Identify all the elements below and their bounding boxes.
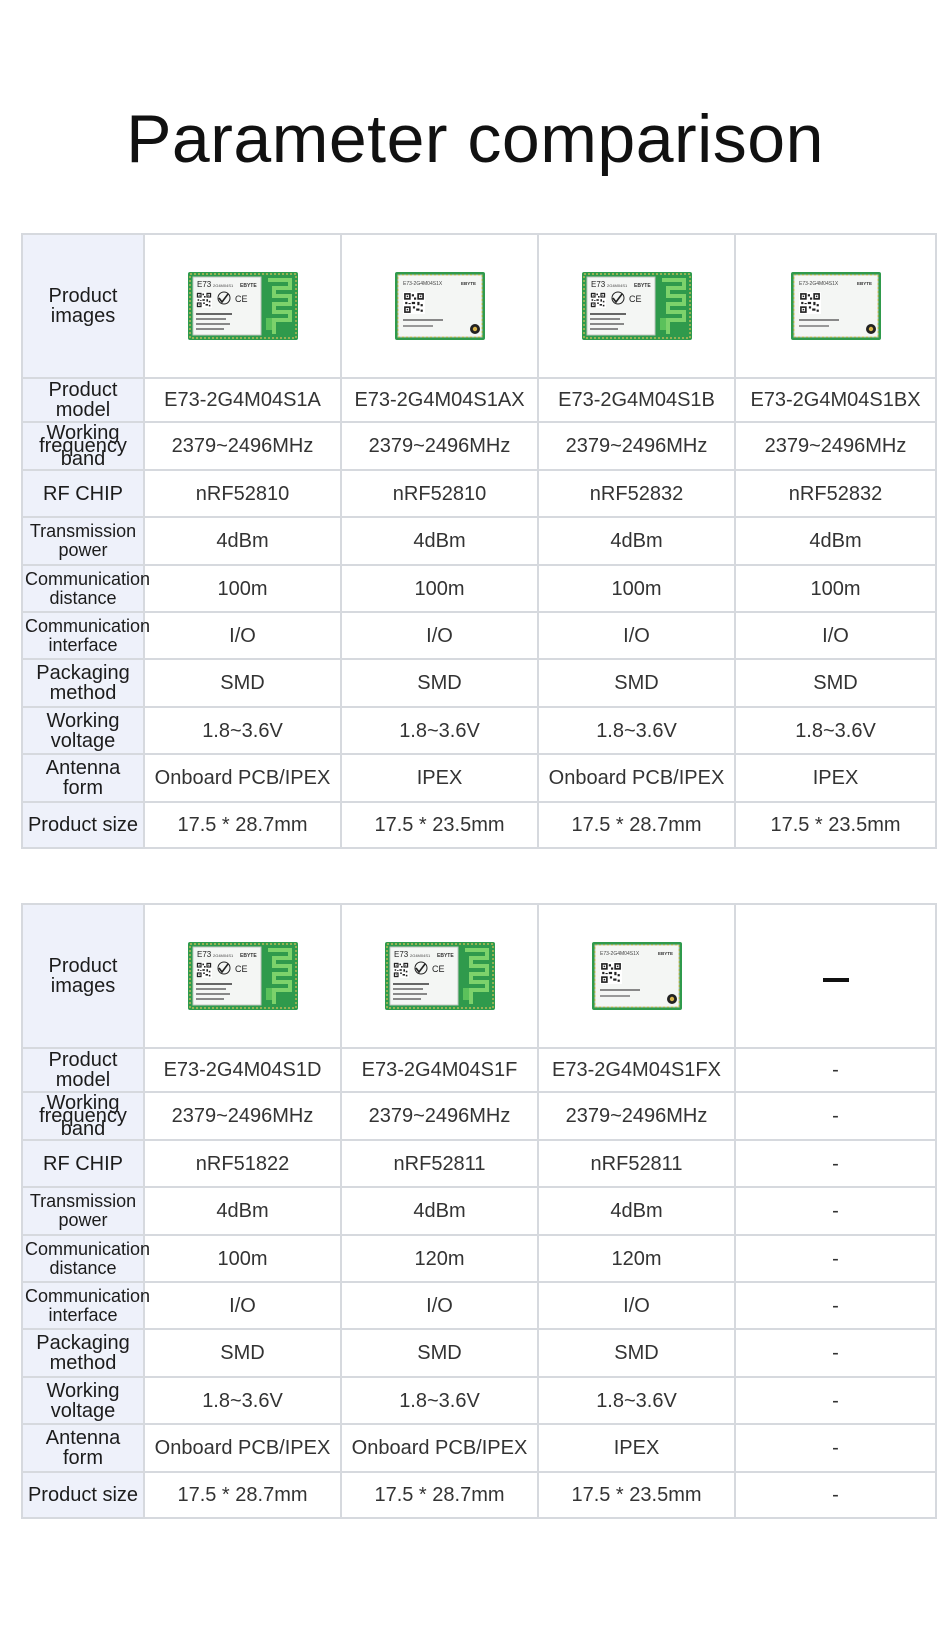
- label-interface: Communication interface: [22, 1282, 144, 1329]
- cell-antenna: Onboard PCB/IPEX: [144, 754, 341, 802]
- cell-packaging: SMD: [341, 659, 538, 707]
- cell-voltage: 1.8~3.6V: [144, 1377, 341, 1424]
- cell-power: 4dBm: [538, 1187, 735, 1235]
- product-image-cell: [144, 234, 341, 378]
- cell-power: 4dBm: [341, 517, 538, 565]
- label-product-images: Product images: [22, 904, 144, 1048]
- row-product-images: [22, 234, 936, 378]
- cell-interface: -: [735, 1282, 936, 1329]
- cell-voltage: 1.8~3.6V: [341, 707, 538, 754]
- cell-packaging: SMD: [538, 1329, 735, 1377]
- row-power: [22, 1187, 936, 1235]
- label-packaging: Packaging method: [22, 1329, 144, 1377]
- empty-dash-icon: [823, 978, 849, 982]
- cell-power: 4dBm: [538, 517, 735, 565]
- row-frequency: [22, 422, 936, 470]
- cell-antenna: IPEX: [538, 1424, 735, 1472]
- label-voltage: Working voltage: [22, 707, 144, 754]
- cell-distance: 100m: [735, 565, 936, 612]
- row-size: [22, 802, 936, 848]
- cell-power: 4dBm: [735, 517, 936, 565]
- cell-power: -: [735, 1187, 936, 1235]
- cell-packaging: SMD: [735, 659, 936, 707]
- product-image-cell: [538, 234, 735, 378]
- row-product-model: [22, 1048, 936, 1092]
- row-interface: [22, 612, 936, 659]
- cell-model: E73-2G4M04S1AX: [341, 378, 538, 422]
- row-voltage: [22, 1377, 936, 1424]
- cell-voltage: 1.8~3.6V: [538, 707, 735, 754]
- row-product-images: [22, 904, 936, 1048]
- cell-model: E73-2G4M04S1B: [538, 378, 735, 422]
- row-packaging: [22, 1329, 936, 1377]
- cell-packaging: SMD: [538, 659, 735, 707]
- product-image-cell: [144, 904, 341, 1048]
- cell-chip: nRF51822: [144, 1140, 341, 1187]
- cell-interface: I/O: [538, 1282, 735, 1329]
- cell-voltage: 1.8~3.6V: [735, 707, 936, 754]
- page-title: Parameter comparison: [126, 101, 824, 177]
- cell-voltage: 1.8~3.6V: [341, 1377, 538, 1424]
- cell-model: E73-2G4M04S1BX: [735, 378, 936, 422]
- label-distance: Communication distance: [22, 1235, 144, 1282]
- row-antenna: [22, 754, 936, 802]
- module-pcb-antenna-image: [188, 272, 298, 340]
- cell-power: 4dBm: [341, 1187, 538, 1235]
- row-rf-chip: [22, 1140, 936, 1187]
- cell-frequency: 2379~2496MHz: [538, 422, 735, 470]
- cell-antenna: IPEX: [341, 754, 538, 802]
- label-frequency: Working frequency band: [22, 1092, 144, 1140]
- cell-chip: -: [735, 1140, 936, 1187]
- cell-size: 17.5 * 23.5mm: [735, 802, 936, 848]
- cell-frequency: 2379~2496MHz: [144, 422, 341, 470]
- label-size: Product size: [22, 802, 144, 848]
- product-image-cell: [341, 904, 538, 1048]
- cell-frequency: 2379~2496MHz: [144, 1092, 341, 1140]
- row-product-model: [22, 378, 936, 422]
- cell-interface: I/O: [341, 1282, 538, 1329]
- cell-voltage: 1.8~3.6V: [144, 707, 341, 754]
- row-rf-chip: [22, 470, 936, 517]
- cell-model: E73-2G4M04S1F: [341, 1048, 538, 1092]
- label-rf-chip: RF CHIP: [22, 1140, 144, 1187]
- label-rf-chip: RF CHIP: [22, 470, 144, 517]
- cell-size: 17.5 * 28.7mm: [144, 1472, 341, 1518]
- cell-frequency: -: [735, 1092, 936, 1140]
- module-pcb-antenna-image: [582, 272, 692, 340]
- cell-antenna: Onboard PCB/IPEX: [538, 754, 735, 802]
- cell-chip: nRF52811: [341, 1140, 538, 1187]
- cell-size: 17.5 * 28.7mm: [538, 802, 735, 848]
- label-frequency: Working frequency band: [22, 422, 144, 470]
- cell-distance: -: [735, 1235, 936, 1282]
- cell-chip: nRF52832: [735, 470, 936, 517]
- module-pcb-antenna-image: [188, 942, 298, 1010]
- cell-model: E73-2G4M04S1D: [144, 1048, 341, 1092]
- cell-antenna: Onboard PCB/IPEX: [144, 1424, 341, 1472]
- module-pcb-antenna-image: [385, 942, 495, 1010]
- cell-frequency: 2379~2496MHz: [341, 422, 538, 470]
- cell-power: 4dBm: [144, 517, 341, 565]
- cell-frequency: 2379~2496MHz: [538, 1092, 735, 1140]
- cell-size: -: [735, 1472, 936, 1518]
- label-distance: Communication distance: [22, 565, 144, 612]
- row-distance: [22, 1235, 936, 1282]
- row-size: [22, 1472, 936, 1518]
- cell-chip: nRF52832: [538, 470, 735, 517]
- label-voltage: Working voltage: [22, 1377, 144, 1424]
- cell-frequency: 2379~2496MHz: [341, 1092, 538, 1140]
- product-image-cell: [341, 234, 538, 378]
- cell-model: -: [735, 1048, 936, 1092]
- cell-distance: 100m: [341, 565, 538, 612]
- product-image-cell-empty: [735, 904, 936, 1048]
- product-image-cell: [538, 904, 735, 1048]
- cell-size: 17.5 * 28.7mm: [144, 802, 341, 848]
- label-antenna: Antenna form: [22, 1424, 144, 1472]
- module-ipex-image: [395, 272, 485, 340]
- row-interface: [22, 1282, 936, 1329]
- product-image-cell: [735, 234, 936, 378]
- label-packaging: Packaging method: [22, 659, 144, 707]
- cell-distance: 100m: [538, 565, 735, 612]
- cell-interface: I/O: [341, 612, 538, 659]
- cell-chip: nRF52811: [538, 1140, 735, 1187]
- row-power: [22, 517, 936, 565]
- module-ipex-image: [791, 272, 881, 340]
- cell-power: 4dBm: [144, 1187, 341, 1235]
- cell-packaging: SMD: [144, 1329, 341, 1377]
- comparison-table-2: [21, 903, 937, 1519]
- cell-chip: nRF52810: [144, 470, 341, 517]
- label-size: Product size: [22, 1472, 144, 1518]
- label-product-images: Product images: [22, 234, 144, 378]
- cell-antenna: -: [735, 1424, 936, 1472]
- cell-interface: I/O: [538, 612, 735, 659]
- cell-packaging: -: [735, 1329, 936, 1377]
- cell-packaging: SMD: [144, 659, 341, 707]
- cell-frequency: 2379~2496MHz: [735, 422, 936, 470]
- cell-chip: nRF52810: [341, 470, 538, 517]
- module-ipex-image: [592, 942, 682, 1010]
- cell-distance: 100m: [144, 1235, 341, 1282]
- cell-interface: I/O: [144, 1282, 341, 1329]
- cell-antenna: Onboard PCB/IPEX: [341, 1424, 538, 1472]
- label-power: Transmission power: [22, 517, 144, 565]
- label-product-model: Product model: [22, 1048, 144, 1092]
- cell-size: 17.5 * 28.7mm: [341, 1472, 538, 1518]
- cell-voltage: 1.8~3.6V: [538, 1377, 735, 1424]
- comparison-table-1: [21, 233, 937, 849]
- cell-model: E73-2G4M04S1FX: [538, 1048, 735, 1092]
- cell-distance: 120m: [341, 1235, 538, 1282]
- cell-voltage: -: [735, 1377, 936, 1424]
- label-antenna: Antenna form: [22, 754, 144, 802]
- row-frequency: [22, 1092, 936, 1140]
- row-packaging: [22, 659, 936, 707]
- row-distance: [22, 565, 936, 612]
- cell-distance: 120m: [538, 1235, 735, 1282]
- cell-antenna: IPEX: [735, 754, 936, 802]
- label-power: Transmission power: [22, 1187, 144, 1235]
- cell-interface: I/O: [144, 612, 341, 659]
- cell-interface: I/O: [735, 612, 936, 659]
- cell-model: E73-2G4M04S1A: [144, 378, 341, 422]
- label-interface: Communication interface: [22, 612, 144, 659]
- cell-size: 17.5 * 23.5mm: [341, 802, 538, 848]
- label-product-model: Product model: [22, 378, 144, 422]
- cell-packaging: SMD: [341, 1329, 538, 1377]
- row-antenna: [22, 1424, 936, 1472]
- cell-size: 17.5 * 23.5mm: [538, 1472, 735, 1518]
- row-voltage: [22, 707, 936, 754]
- cell-distance: 100m: [144, 565, 341, 612]
